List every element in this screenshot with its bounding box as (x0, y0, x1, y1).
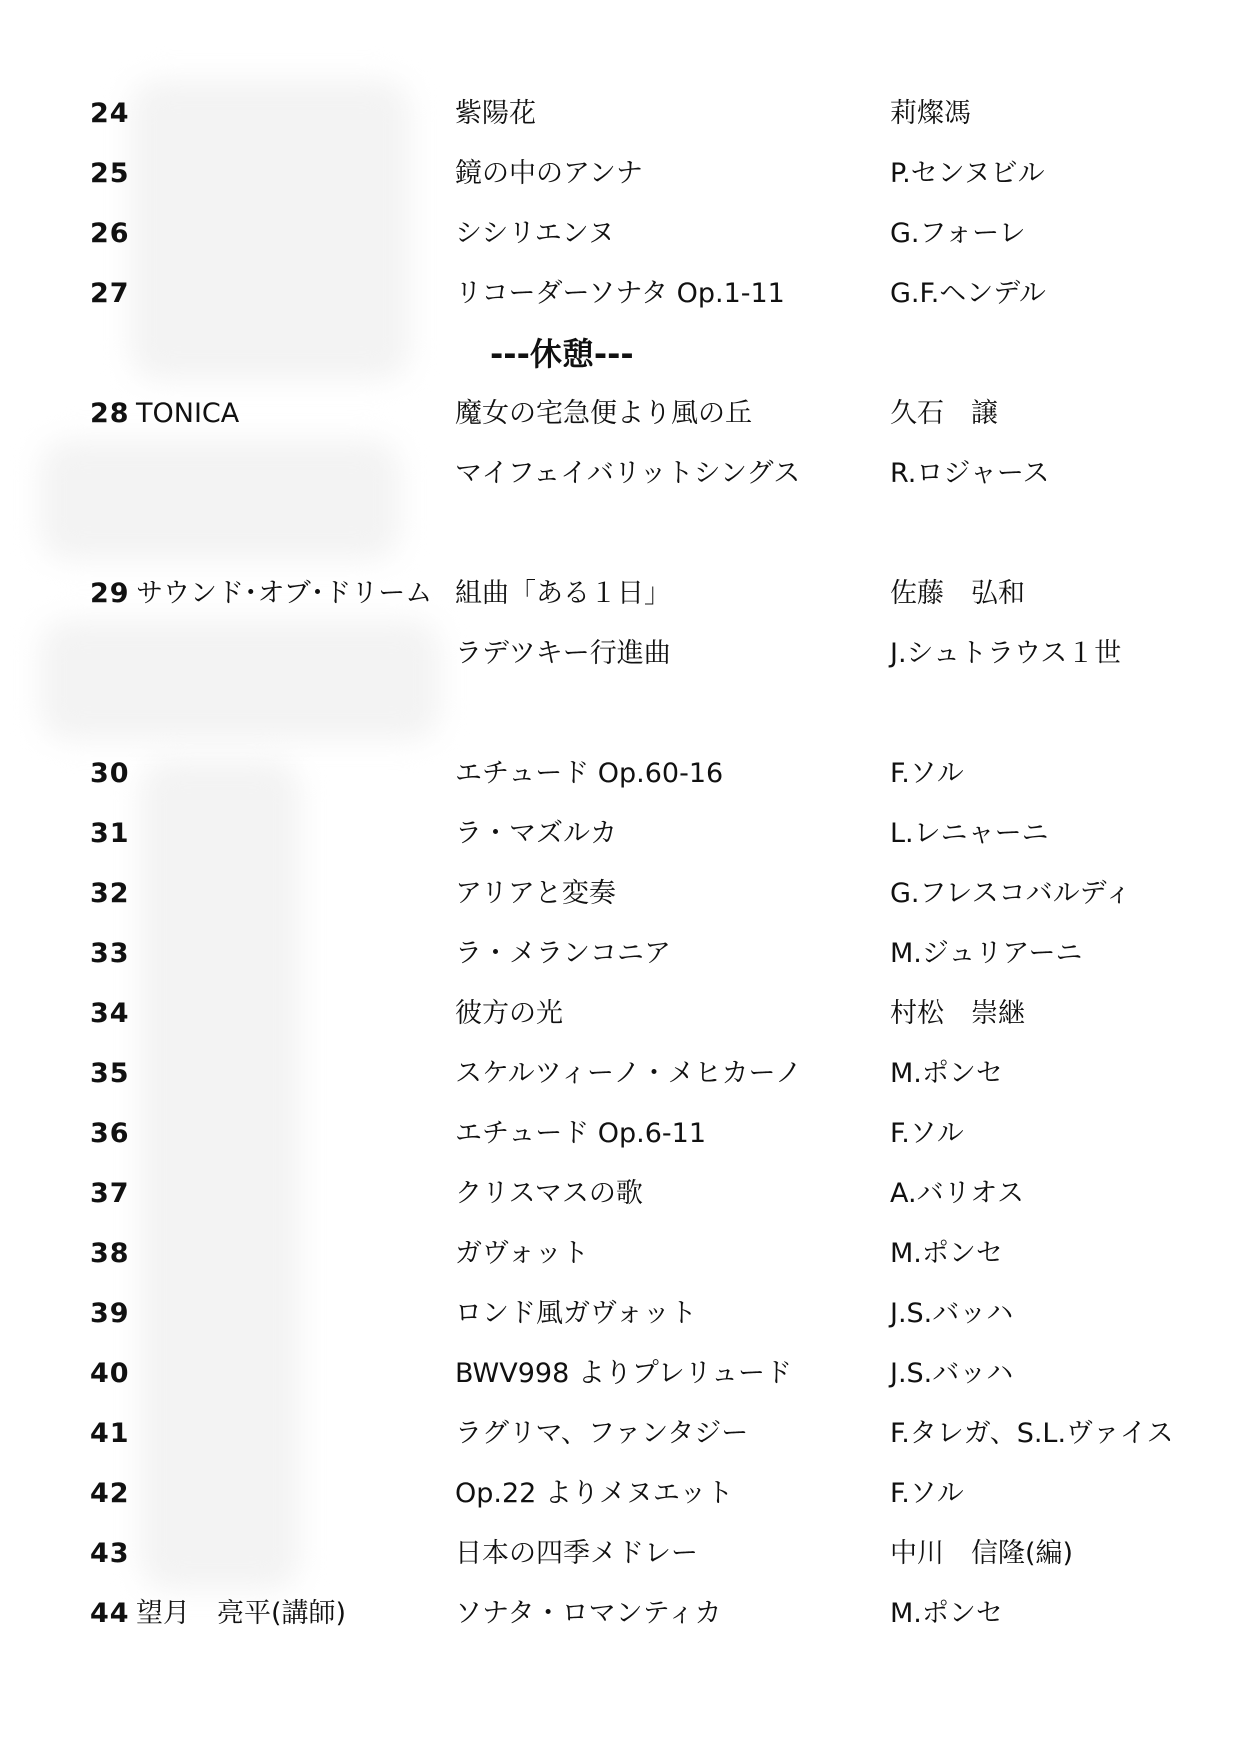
program-number: 33 (90, 938, 130, 969)
piece-title: ロンド風ガヴォット (455, 1298, 697, 1329)
program-row (0, 394, 1241, 434)
piece-title: ソナタ・ロマンティカ (455, 1598, 722, 1629)
program-row (0, 154, 1241, 194)
program-number: 29 (90, 578, 130, 609)
program-row (0, 454, 1241, 494)
program-number: 30 (90, 758, 130, 789)
piece-title: エチュード Op.60-16 (455, 758, 724, 789)
composer-name: 久石 譲 (890, 398, 998, 429)
program-row (0, 574, 1241, 614)
piece-title: ラ・マズルカ (455, 818, 617, 849)
piece-title: エチュード Op.6-11 (455, 1118, 707, 1149)
program-row (0, 1294, 1241, 1334)
piece-title: アリアと変奏 (455, 878, 616, 909)
piece-title: ラ・メランコニア (455, 938, 671, 969)
piece-title: 紫陽花 (455, 98, 536, 129)
program-number: 41 (90, 1418, 130, 1449)
composer-name: G.F.ヘンデル (890, 278, 1046, 309)
program-number: 42 (90, 1478, 130, 1509)
program-number: 40 (90, 1358, 130, 1389)
piece-title: ラグリマ、ファンタジー (455, 1418, 749, 1449)
program-number: 44 (90, 1598, 130, 1629)
composer-name: G.フォーレ (890, 218, 1026, 249)
composer-name: 村松 崇継 (890, 998, 1025, 1029)
piece-title: Op.22 よりメヌエット (455, 1478, 734, 1509)
composer-name: F.ソル (890, 1118, 964, 1149)
program-row (0, 874, 1241, 914)
composer-name: 佐藤 弘和 (890, 578, 1025, 609)
program-row (0, 1474, 1241, 1514)
program-row (0, 754, 1241, 794)
composer-name: J.S.バッハ (890, 1358, 1014, 1389)
program-number: 43 (90, 1538, 130, 1569)
program-number: 28 (90, 398, 130, 429)
program-row (0, 934, 1241, 974)
program-row (0, 1414, 1241, 1454)
composer-name: M.ポンセ (890, 1238, 1003, 1269)
piece-title: シシリエンヌ (455, 218, 615, 249)
program-number: 35 (90, 1058, 130, 1089)
program-row (0, 1234, 1241, 1274)
piece-title: 魔女の宅急便より風の丘 (455, 398, 752, 429)
performer-name: サウンド･オブ･ドリーム (136, 578, 433, 609)
program-row (0, 214, 1241, 254)
program-number: 25 (90, 158, 130, 189)
program-row (0, 1594, 1241, 1634)
program-number: 34 (90, 998, 130, 1029)
program-number: 24 (90, 98, 130, 129)
piece-title: 組曲「ある１日」 (455, 578, 671, 609)
composer-name: J.S.バッハ (890, 1298, 1014, 1329)
composer-name: F.タレガ、S.L.ヴァイス (890, 1418, 1174, 1449)
composer-name: A.バリオス (890, 1178, 1025, 1209)
program-row (0, 1054, 1241, 1094)
program-number: 32 (90, 878, 130, 909)
piece-title: ガヴォット (455, 1238, 589, 1269)
piece-title: マイフェイバリットシングス (455, 458, 801, 489)
composer-name: R.ロジャース (890, 458, 1050, 489)
intermission-label: ---休憩--- (490, 335, 634, 373)
piece-title: クリスマスの歌 (455, 1178, 643, 1209)
program-row (0, 1354, 1241, 1394)
program-row (0, 814, 1241, 854)
composer-name: F.ソル (890, 758, 964, 789)
performer-name: 望月 亮平(講師) (136, 1598, 347, 1629)
piece-title: BWV998 よりプレリュード (455, 1358, 792, 1389)
composer-name: M.ポンセ (890, 1058, 1003, 1089)
piece-title: 鏡の中のアンナ (455, 158, 643, 189)
program-row (0, 94, 1241, 134)
program-row (0, 1534, 1241, 1574)
composer-name: 中川 信隆(編) (890, 1538, 1074, 1569)
program-number: 37 (90, 1178, 130, 1209)
piece-title: 日本の四季メドレー (455, 1538, 698, 1569)
program-row (0, 274, 1241, 314)
program-row (0, 1114, 1241, 1154)
piece-title: リコーダーソナタ Op.1-11 (455, 278, 785, 309)
composer-name: M.ジュリアーニ (890, 938, 1083, 969)
piece-title: 彼方の光 (455, 998, 563, 1029)
composer-name: P.センヌビル (890, 158, 1045, 189)
piece-title: ラデツキー行進曲 (455, 638, 671, 669)
program-row (0, 1174, 1241, 1214)
program-number: 27 (90, 278, 130, 309)
composer-name: J.シュトラウス１世 (890, 638, 1122, 669)
program-row (0, 634, 1241, 674)
program-number: 39 (90, 1298, 130, 1329)
composer-name: F.ソル (890, 1478, 964, 1509)
piece-title: スケルツィーノ・メヒカーノ (455, 1058, 802, 1089)
program-row (0, 994, 1241, 1034)
composer-name: G.フレスコバルディ (890, 878, 1132, 909)
program-number: 31 (90, 818, 130, 849)
performer-name: TONICA (136, 398, 240, 429)
composer-name: L.レニャーニ (890, 818, 1049, 849)
program-number: 36 (90, 1118, 130, 1149)
program-number: 26 (90, 218, 130, 249)
composer-name: 莉燦馮 (890, 98, 971, 129)
program-number: 38 (90, 1238, 130, 1269)
composer-name: M.ポンセ (890, 1598, 1003, 1629)
